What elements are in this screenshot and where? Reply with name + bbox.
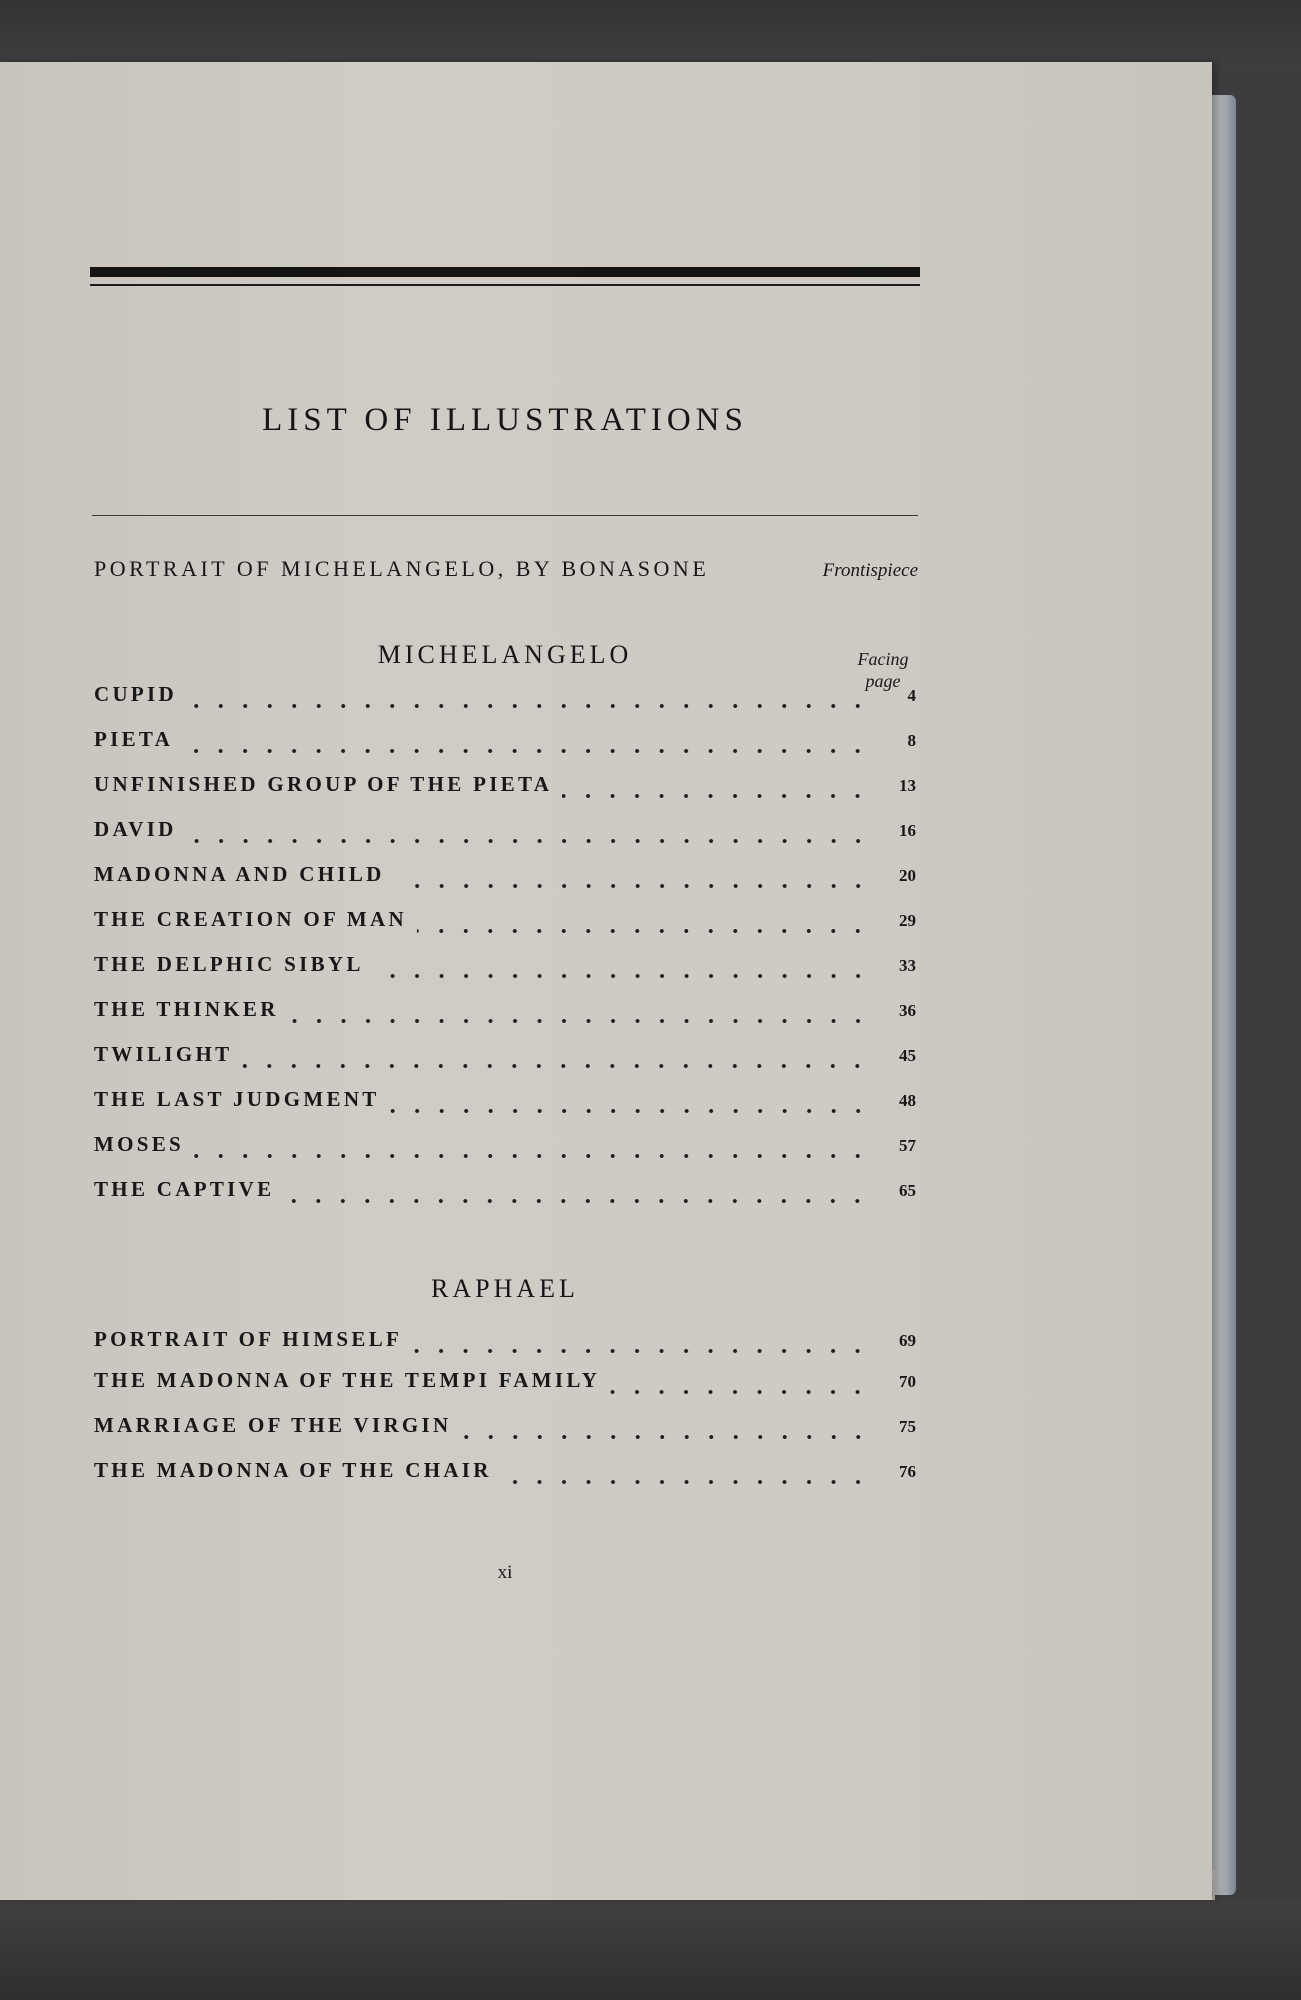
entry-title: THE CAPTIVE: [94, 1177, 275, 1201]
list-item: [94, 862, 916, 898]
dot-leader: [502, 1479, 870, 1485]
entry-title: PORTRAIT OF HIMSELF: [94, 1327, 403, 1351]
entry-title: TWILIGHT: [94, 1042, 233, 1066]
list-item: [94, 727, 916, 763]
list-item: [94, 1132, 916, 1168]
dot-leader: [412, 1348, 870, 1354]
backdrop-bottom: [0, 1900, 1301, 2000]
entry-title: PIETA: [94, 727, 174, 751]
dot-leader: [183, 748, 870, 754]
list-item: [94, 907, 916, 943]
dot-leader: [462, 1434, 871, 1440]
entry-title: THE LAST JUDGMENT: [94, 1087, 380, 1111]
dot-leader: [390, 1108, 870, 1114]
list-item: [94, 1458, 916, 1494]
entry-page-number: 65: [899, 1181, 916, 1200]
dot-leader: [417, 928, 870, 934]
facing-label-line1: Facing: [857, 649, 909, 669]
entry-page-number: 20: [899, 866, 916, 885]
dot-leader: [187, 703, 870, 709]
page-folio: xi: [497, 1562, 513, 1583]
dot-leader: [242, 1063, 870, 1069]
entry-title: UNFINISHED GROUP OF THE PIETA: [94, 772, 553, 796]
entry-title: THE DELPHIC SIBYL: [94, 952, 364, 976]
entry-page-number: 48: [899, 1091, 916, 1110]
entry-page-number: 13: [899, 776, 916, 795]
frontispiece-row: [94, 556, 918, 596]
entry-title: MOSES: [94, 1132, 185, 1156]
entry-page-number: 4: [907, 686, 916, 705]
dot-leader: [187, 838, 870, 844]
frontispiece-note: Frontispiece: [822, 560, 918, 581]
dot-leader: [562, 793, 870, 799]
dot-leader: [395, 883, 870, 889]
list-item: [94, 1042, 916, 1078]
list-item: [94, 1177, 916, 1213]
entry-page-number: 57: [899, 1136, 916, 1155]
section-heading-raphael: RAPHAEL: [431, 1274, 579, 1303]
list-item: [94, 997, 916, 1033]
list-item: [94, 1413, 916, 1449]
entry-title: DAVID: [94, 817, 177, 841]
backdrop-top: [0, 0, 1301, 70]
frontispiece-title: PORTRAIT OF MICHELANGELO, BY BONASONE: [94, 556, 710, 581]
entry-title: MARRIAGE OF THE VIRGIN: [94, 1413, 452, 1437]
book-page: [0, 62, 1212, 1900]
entry-page-number: 8: [907, 731, 916, 750]
entry-page-number: 76: [899, 1462, 916, 1481]
entry-page-number: 29: [899, 911, 916, 930]
entry-title: THE MADONNA OF THE TEMPI FAMILY: [94, 1368, 601, 1392]
dot-leader: [289, 1018, 870, 1024]
entry-page-number: 36: [899, 1001, 916, 1020]
entry-title: MADONNA AND CHILD: [94, 862, 385, 886]
title-divider: [92, 515, 918, 516]
entry-page-number: 69: [899, 1331, 916, 1350]
entry-page-number: 16: [899, 821, 916, 840]
list-item: [94, 1327, 916, 1363]
header-rule-thin: [90, 284, 920, 286]
list-item: [94, 1368, 916, 1404]
entry-page-number: 70: [899, 1372, 916, 1391]
list-item: [94, 682, 916, 718]
dot-leader: [194, 1153, 870, 1159]
list-item: [94, 772, 916, 808]
dot-leader: [610, 1389, 870, 1395]
dot-leader: [284, 1198, 870, 1204]
entry-title: THE CREATION OF MAN: [94, 907, 407, 931]
entry-title: CUPID: [94, 682, 177, 706]
entry-title: THE MADONNA OF THE CHAIR: [94, 1458, 492, 1482]
entry-title: THE THINKER: [94, 997, 279, 1021]
facing-label-line2: page: [865, 671, 901, 691]
header-rule-thick: [90, 267, 920, 277]
entry-page-number: 45: [899, 1046, 916, 1065]
section-heading-michelangelo: MICHELANGELO: [377, 640, 633, 669]
dot-leader: [374, 973, 870, 979]
entry-page-number: 33: [899, 956, 916, 975]
list-item: [94, 817, 916, 853]
list-item: [94, 1087, 916, 1123]
list-item: [94, 952, 916, 988]
page-title: LIST OF ILLUSTRATIONS: [262, 402, 748, 438]
entry-page-number: 75: [899, 1417, 916, 1436]
